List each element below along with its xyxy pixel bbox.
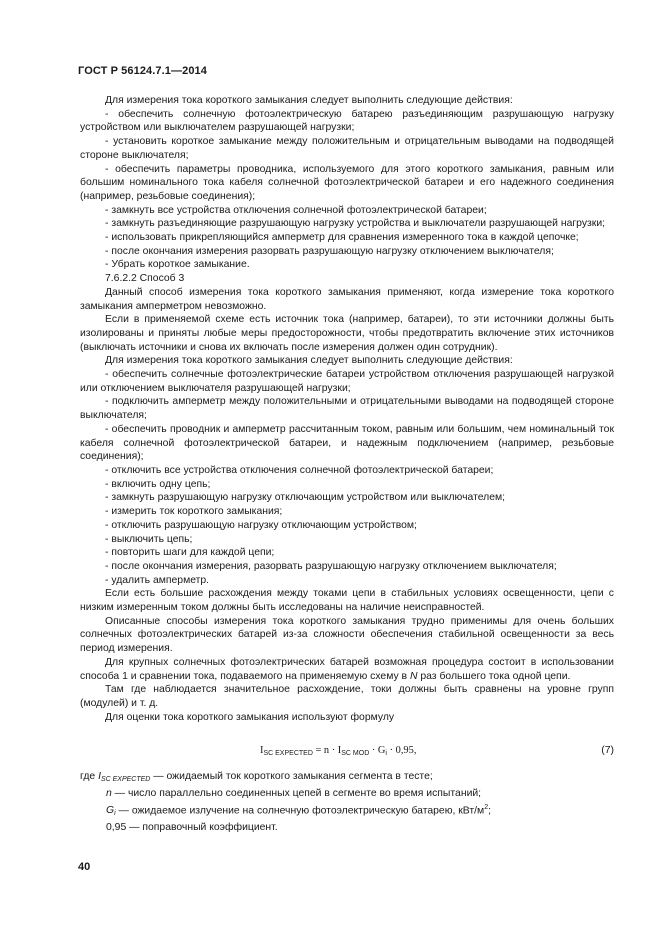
paragraph-group-1 bbox=[80, 94, 614, 656]
paragraph: - замкнуть разрушающую нагрузку отключающим устройством или выключателем; bbox=[105, 492, 506, 504]
legend-subscript: i bbox=[114, 810, 116, 818]
paragraph: - повторить шаги для каждой цепи; bbox=[105, 547, 275, 559]
legend-symbol: I bbox=[98, 771, 101, 783]
formula-7 bbox=[260, 744, 416, 761]
paragraph: Если есть большие расхождения между токами цепи в стабильных условиях освещенности, цепи с низким измеренным током должны быть исследованы на наличие неисправностей. bbox=[80, 588, 614, 614]
legend-text: ; bbox=[488, 805, 491, 817]
paragraph: - обеспечить проводник и амперметр рассчитанным током, равным или большим, чем номинальный ток кабеля солнечной фотоэлектрической батареи, и надежным подключением (например, резьбовые соединения); bbox=[80, 423, 614, 463]
paragraph: Для измерения тока короткого замыкания следует выполнить следующие действия: bbox=[105, 95, 513, 106]
paragraph: 7.6.2.2 Способ 3 bbox=[105, 273, 185, 285]
paragraph: - после окончания измерения, разорвать разрушающую нагрузку отключением выключателя; bbox=[105, 560, 557, 572]
paragraph: - после окончания измерения разорвать разрушающую нагрузку отключением выключателя; bbox=[105, 245, 554, 257]
paragraph: - включить одну цепь; bbox=[105, 478, 211, 490]
paragraph: - измерить ток короткого замыкания; bbox=[105, 506, 283, 518]
paragraph: - отключить разрушающую нагрузку отключающим устройством; bbox=[105, 519, 417, 531]
paragraph: Данный способ измерения тока короткого замыкания применяют, когда измерение тока короткого замыкания амперметром невозможно. bbox=[80, 286, 614, 312]
legend-subscript: SC EXPECTED bbox=[100, 776, 151, 784]
legend-item-n bbox=[80, 787, 614, 801]
legend-text: — ожидаемое излучение на солнечную фотоэлектрическую батарею, кВт/м bbox=[115, 805, 485, 817]
formula-row bbox=[80, 730, 614, 770]
legend-symbol: G bbox=[106, 805, 115, 817]
legend-item-coef: 0,95 — поправочный коэффициент. bbox=[106, 821, 278, 833]
legend-text: — число параллельно соединенных цепей в сегменте во время испытаний; bbox=[111, 788, 482, 800]
paragraph: - обеспечить солнечную фотоэлектрическую батарею разъединяющим разрушающую нагрузку устройством или выключателем разрушающей нагрузки; bbox=[80, 108, 614, 134]
document-header: ГОСТ Р 56124.7.1—2014 bbox=[78, 65, 207, 77]
formula-subscript: SC MOD bbox=[341, 750, 370, 758]
paragraph: - Убрать короткое замыкание. bbox=[105, 259, 250, 271]
legend-symbol: n bbox=[106, 788, 112, 800]
page-number: 40 bbox=[78, 861, 91, 873]
document-body bbox=[80, 94, 614, 835]
paragraph: - замкнуть все устройства отключения солнечной фотоэлектрической батареи; bbox=[105, 204, 487, 216]
paragraph: Для измерения тока короткого замыкания следует выполнить следующие действия: bbox=[105, 355, 513, 367]
paragraph-text: Для крупных солнечных фотоэлектрических батарей возможная процедура состоит в использовании способа 1 и сравнении тока, подаваемого на применяемую схему в bbox=[80, 656, 614, 682]
formula-legend bbox=[80, 770, 614, 834]
formula-part: = n · I bbox=[312, 745, 342, 757]
paragraph-group-2 bbox=[80, 683, 614, 724]
legend-superscript: 2 bbox=[484, 803, 489, 811]
legend-prefix: где bbox=[80, 771, 99, 783]
legend-item-isc bbox=[80, 770, 614, 787]
paragraph: - отключить все устройства отключения солнечной фотоэлектрической батареи; bbox=[105, 464, 494, 476]
formula-part: · G bbox=[369, 745, 386, 757]
paragraph-text: раз большего тока одной цепи. bbox=[417, 670, 571, 682]
paragraph: Если в применяемой схеме есть источник тока (например, батареи), то эти источники должны быть изолированы и приняты любые меры предосторожности, чтобы предотвратить включение этих источников (выключать источники и снова их включать после измерения должен один сотрудник). bbox=[80, 314, 614, 353]
paragraph: - использовать прикрепляющийся амперметр для сравнения измеренного тока в каждой цепочке; bbox=[105, 232, 579, 244]
legend-item-g bbox=[80, 801, 614, 821]
legend-text: — ожидаемый ток короткого замыкания сегмента в тесте; bbox=[150, 771, 433, 783]
formula-subscript: i bbox=[385, 750, 387, 758]
paragraph: - удалить амперметр. bbox=[105, 574, 210, 586]
formula-symbol: I bbox=[260, 745, 264, 757]
paragraph: Там где наблюдается значительное расхождение, токи должны быть сравнены на уровне групп (модулей) и т. д. bbox=[80, 684, 614, 709]
paragraph-n-times bbox=[80, 656, 614, 683]
formula-subscript: SC EXPECTED bbox=[263, 750, 313, 758]
paragraph: - подключить амперметр между положительными и отрицательными выводами на подводящей стороне выключателя; bbox=[80, 396, 614, 422]
paragraph: - установить короткое замыкание между положительным и отрицательным выводами на подводящей стороне выключателя; bbox=[80, 136, 614, 161]
paragraph: Описанные способы измерения тока короткого замыкания трудно применимы для очень больших солнечных фотоэлектрических батарей из-за сложности обеспечения стабильной освещенности за весь период измерения. bbox=[80, 615, 614, 655]
paragraph: - замкнуть разъединяющие разрушающую нагрузку устройства и выключатели разрушающей нагрузки; bbox=[105, 218, 606, 230]
paragraph: - обеспечить параметры проводника, используемого для этого короткого замыкания, равным или большим номинального тока кабеля солнечной фотоэлектрической батареи и его надежного соединения (например, резьбовые соединения); bbox=[80, 163, 614, 202]
formula-number: (7) bbox=[601, 745, 614, 757]
paragraph: - обеспечить солнечные фотоэлектрические батареи устройством отключения разрушающей нагрузкой или отключением выключателя разрушающей нагрузки; bbox=[80, 369, 614, 394]
formula-part: · 0,95, bbox=[386, 745, 417, 757]
variable-n: N bbox=[409, 670, 418, 682]
paragraph: - выключить цепь; bbox=[105, 533, 193, 545]
paragraph: Для оценки тока короткого замыкания используют формулу bbox=[105, 711, 395, 723]
